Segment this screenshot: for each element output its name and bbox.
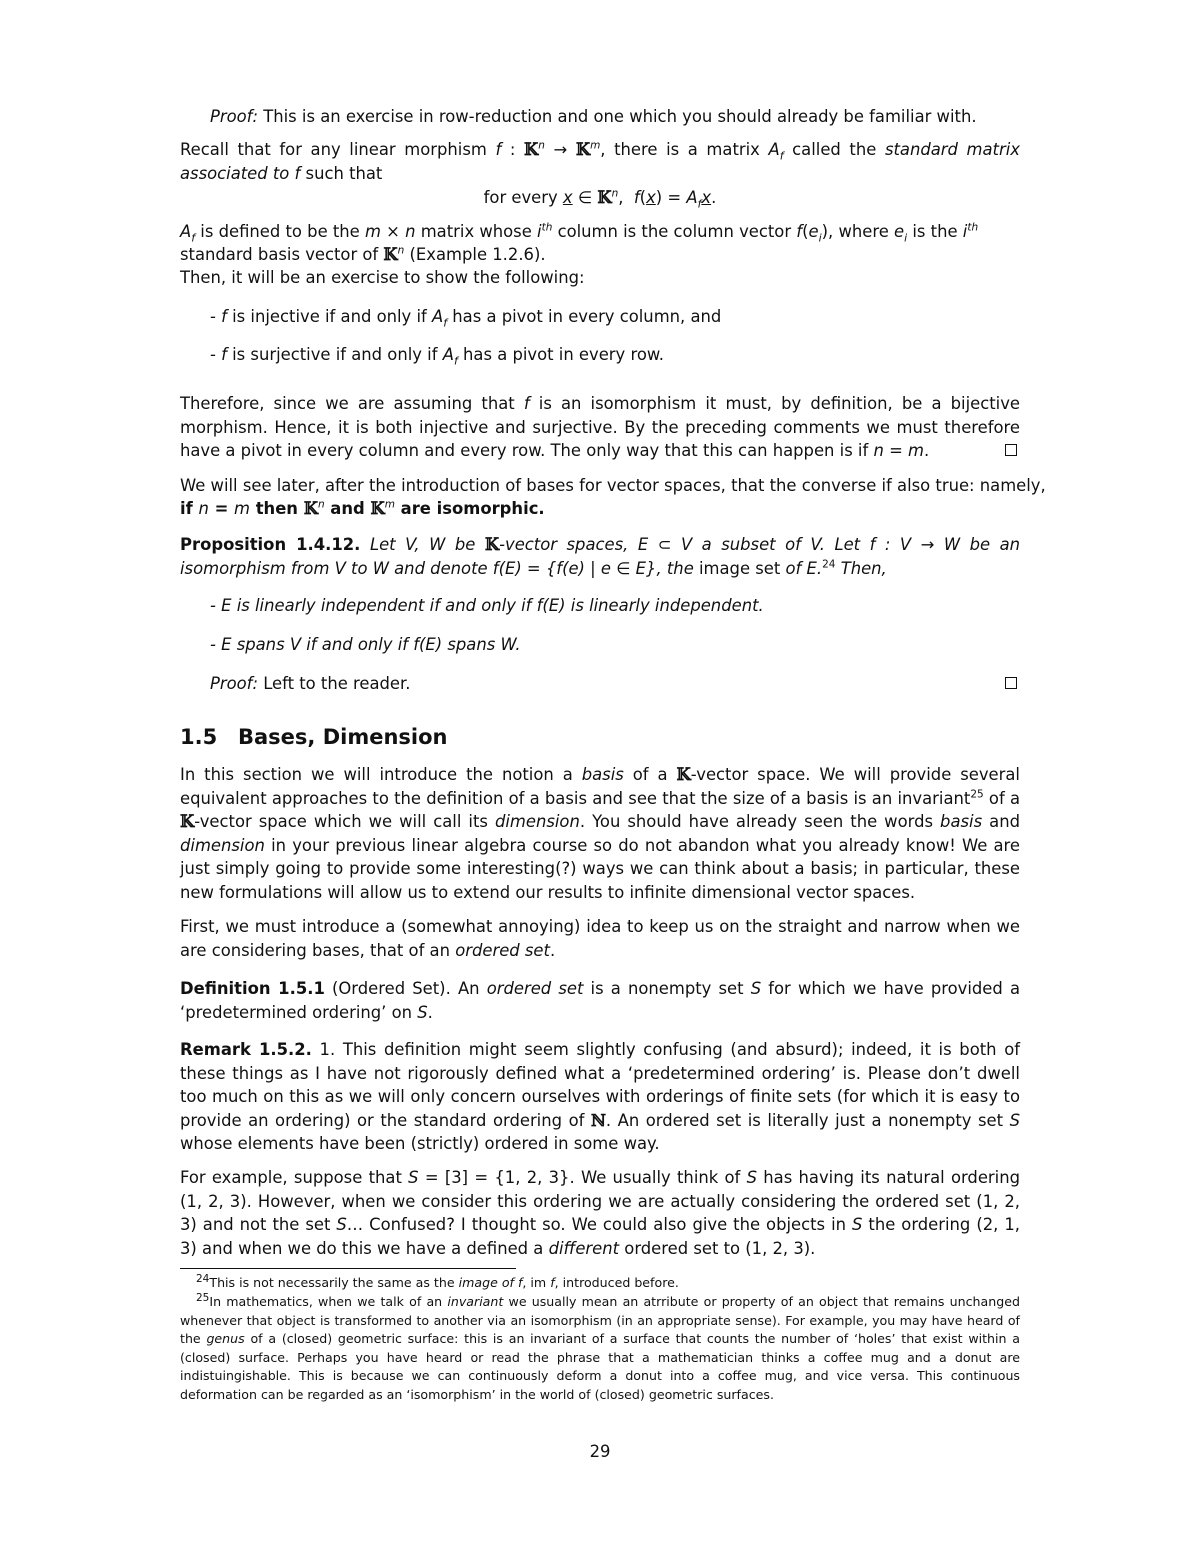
footnote-rule — [180, 1268, 516, 1269]
therefore-paragraph: Therefore, since we are assuming that f is an isomorphism it must, by definition, be a bijective morphism. Hence, it is both injective and surjective. By the preceding comments we must therefore have a pivot in every column and every row. The only way that this can happen is if n = m. — [180, 394, 1020, 460]
section-heading — [180, 723, 448, 751]
morphism-map: f — [495, 140, 502, 159]
proposition: Proposition 1.4.12. Let V, W be 𝕂-vector spaces, E ⊂ V a subset of V. Let f : V → W be an isomorphism from V to W and denote f(E) = {f(e) | e ∈ E}, the image set of E.$^{24}$ Then, — [180, 535, 1020, 578]
converse-bold: if n = m then 𝕂$^n$ and 𝕂$^m$ are isomorphic. — [180, 498, 545, 518]
proof-2: Proof: Left to the reader. — [210, 674, 411, 693]
example-paragraph: For example, suppose that S = [3] = {1, 2, 3}. We usually think of S has having its natural ordering (1, 2, 3). However, when we consider this ordering we are actually considering the ordered set (1, 2, 3) and not the set S… Confused? I thought so. We could also give the objects in S the ordering (2, 1, 3) and when we do this we have a defined a different ordered set to (1, 2, 3). — [180, 1168, 1021, 1258]
standard-matrix-term: standard matrix associated to f — [180, 140, 1020, 183]
definition-label: Definition 1.5.1 — [180, 979, 325, 998]
def-af-line-2: standard basis vector of 𝕂$^n$ (Example 1.2.6). — [180, 244, 546, 264]
qed-symbol — [1005, 444, 1017, 456]
proof-text: This is an exercise in row-reduction and one which you should already be familiar with. — [263, 107, 977, 126]
converse-text: We will see later, after the introduction of bases for vector spaces, that the converse if also true: namely, — [180, 476, 1046, 495]
bullet-surjective: - f is surjective if and only if $A_f$ has a pivot in every row. — [210, 345, 664, 368]
proposition-label: Proposition 1.4.12. — [180, 535, 361, 554]
remark-1-5-2: Remark 1.5.2. 1. This definition might seem slightly confusing (and absurd); indeed, it is both of these things as I have not rigorously defined what a ‘predetermined ordering’ is. Please don’t dwell too much on this as we will only concern ourselves with orderings of finite sets (for which it is easy to provide an ordering) or the standard ordering of ℕ. An ordered set is literally just a nonempty set S whose elements have been (strictly) ordered in some way. — [180, 1040, 1020, 1153]
def-af-line-1: $A_f$ is defined to be the m × n matrix whose $i^{th}$ column is the column vector $f(e_i)$, where $e_i$ is the $i^{th}$ — [180, 221, 979, 245]
remark-label: Remark 1.5.2. — [180, 1040, 312, 1059]
definition-1-5-1: Definition 1.5.1 (Ordered Set). An ordered set is a nonempty set S for which we have provided a ‘predetermined ordering’ on S. — [180, 979, 1020, 1022]
bullet-spans: - E spans V if and only if f(E) spans W. — [210, 635, 521, 654]
first-paragraph: First, we must introduce a (somewhat annoying) idea to keep us on the straight and narrow when we are considering bases, that of an ordered set. — [180, 917, 1020, 960]
proof-label: Proof: — [210, 107, 258, 126]
display-equation: for every x ∈ 𝕂$^n$, $f(x) = A_fx$. — [483, 187, 717, 211]
section-title: Bases, Dimension — [238, 725, 448, 749]
qed-symbol-2 — [1005, 677, 1017, 689]
proof-paragraph — [210, 105, 1050, 129]
page-number: 29 — [589, 1442, 611, 1461]
footnote-25: $^{25}$In mathematics, when we talk of an invariant we usually mean an atrribute or property of an object that remains unchanged whenever that object is transformed to another via an isomorphism (in an appropriate sense). For example, you may have heard of the genus of a (closed) geometric surface: this is an invariant of a surface that counts the number of ‘holes’ that exist within a (closed) surface. Perhaps you have heard or read the phrase that a mathematician thinks a coffee mug and a donut are indistuingishable. This is because we can continuously deform a donut into a coffee mug, and vice versa. This continuous deformation can be regarded as an ‘isomorphism’ in the world of (closed) geometric surfaces. — [180, 1291, 1020, 1402]
section-number: 1.5 — [180, 725, 218, 749]
def-af-line-3: Then, it will be an exercise to show the following: — [180, 268, 585, 287]
recall-paragraph: Recall that for any linear morphism f : 𝕂$^n$ → 𝕂$^m$, there is a matrix $A_f$ called the standard matrix associated to f such that — [180, 139, 1020, 183]
intro-paragraph: In this section we will introduce the notion a basis of a 𝕂-vector space. We will provide several equivalent approaches to the definition of a basis and see that the size of a basis is an invariant$^{25}$ of a 𝕂-vector space which we will call its dimension. You should have already seen the words basis and dimension in your previous linear algebra course so do not abandon what you already know! We are just simply going to provide some interesting(?) ways we can think about a basis; in particular, these new formulations will allow us to extend our results to infinite dimensional vector spaces. — [180, 765, 1020, 902]
bullet-injective: - f is injective if and only if $A_f$ has a pivot in every column, and — [210, 307, 722, 330]
footnote-24: $^{24}$This is not necessarily the same as the image of f, im f, introduced before. — [196, 1272, 679, 1290]
bullet-linear-independence: - E is linearly independent if and only if f(E) is linearly independent. — [210, 596, 764, 615]
